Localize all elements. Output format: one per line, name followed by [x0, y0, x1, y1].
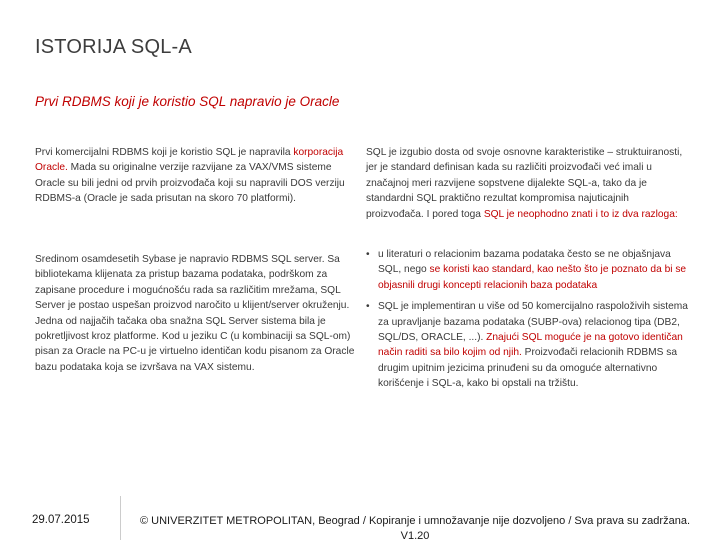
slide-footer: [0, 496, 720, 540]
reasons-list: [366, 247, 696, 398]
slide-subtitle: Prvi RDBMS koji je koristio SQL napravio je Oracle: [35, 94, 340, 109]
bullet-1-highlight: se koristi kao standard, kao nešto što je poznato da bi se objasnili drugi koncepti relacionih baza podataka: [378, 264, 687, 291]
bullet-1-text: u literaturi o relacionim bazama podataka često se ne objašnjava SQL, nego: [378, 249, 671, 276]
bullet-2-highlight: Znajući SQL moguće je na gotovo identičan način raditi sa bilo kojim od njih.: [378, 332, 683, 359]
left-p1-text: Prvi komercijalni RDBMS koji je koristio SQL je napravila: [35, 147, 294, 158]
right-paragraph-standard: [366, 145, 686, 222]
left-paragraph-oracle: [35, 145, 355, 207]
copyright-text: © UNIVERZITET METROPOLITAN, Beograd / Kopiranje i umnožavanje nije dozvoljeno / Sva prava su zadržana.: [140, 515, 690, 527]
right-p1-text: SQL je izgubio dosta od svoje osnovne karakteristike – struktuiranosti, jer je standard definisan kada su različiti proizvođači već imali u značajnoj meri razvijene sopstvene dijalekte SQL-a, tako da je standardni SQL praktično rezultat kompromisa najuticajnih proizvođača. I pored toga: [366, 147, 683, 220]
list-item-literature: [366, 247, 696, 293]
right-p1-highlight: SQL je neophodno znati i to iz dva razloga:: [483, 208, 678, 220]
slide-title: ISTORIJA SQL-A: [35, 36, 192, 58]
left-p1-highlight: korporacija Oracle.: [35, 147, 344, 174]
version-text: V1.20: [400, 530, 430, 542]
left-paragraph-sybase: Sredinom osamdesetih Sybase je napravio RDBMS SQL server. Sa bibliotekama klijenata za pristup bazama podataka, podrškom za zapisane procedure i mogućnošću rada sa različitim mrežama, SQL Server je postao uspešan proizvod naročito u klijent/server okruženju. Jedna od najjačih tačaka oba snažna SQL Server sistema bila je pokretljivost kroz platforme. Kod u jeziku C (u kombinaciji sa SQL-om) pisan za Oracle na PC-u je virtuelno identičan kodu pisanom za Oracle bazu podataka koja se izvršava na VAX sistemu.: [35, 254, 355, 373]
bullet-2-rest: Proizvođači relacionih RDBMS sa drugim upitnim jezicima prinuđeni su da omoguće alternativno korišćenje i SQL-a, kako bi opstali na tržištu.: [378, 347, 677, 390]
bullet-2-text: SQL je implementiran u više od 50 komercijalno raspoloživih sistema za upravljanje bazama podataka (SUBP-ova) relacionog tipa (DB2, SQL/DS, ORACLE, ...).: [378, 301, 688, 344]
left-p1-rest: Mada su originalne verzije razvijane za VAX/VMS sisteme Oracle su bili jedni od prvih proizvođača koji su napravili DOS verziju RDBMS-a (Oracle je sada prisutan na skoro 70 platformi).: [35, 162, 345, 205]
list-item-implementations: [366, 299, 696, 391]
footer-date: 29.07.2015: [32, 514, 90, 526]
